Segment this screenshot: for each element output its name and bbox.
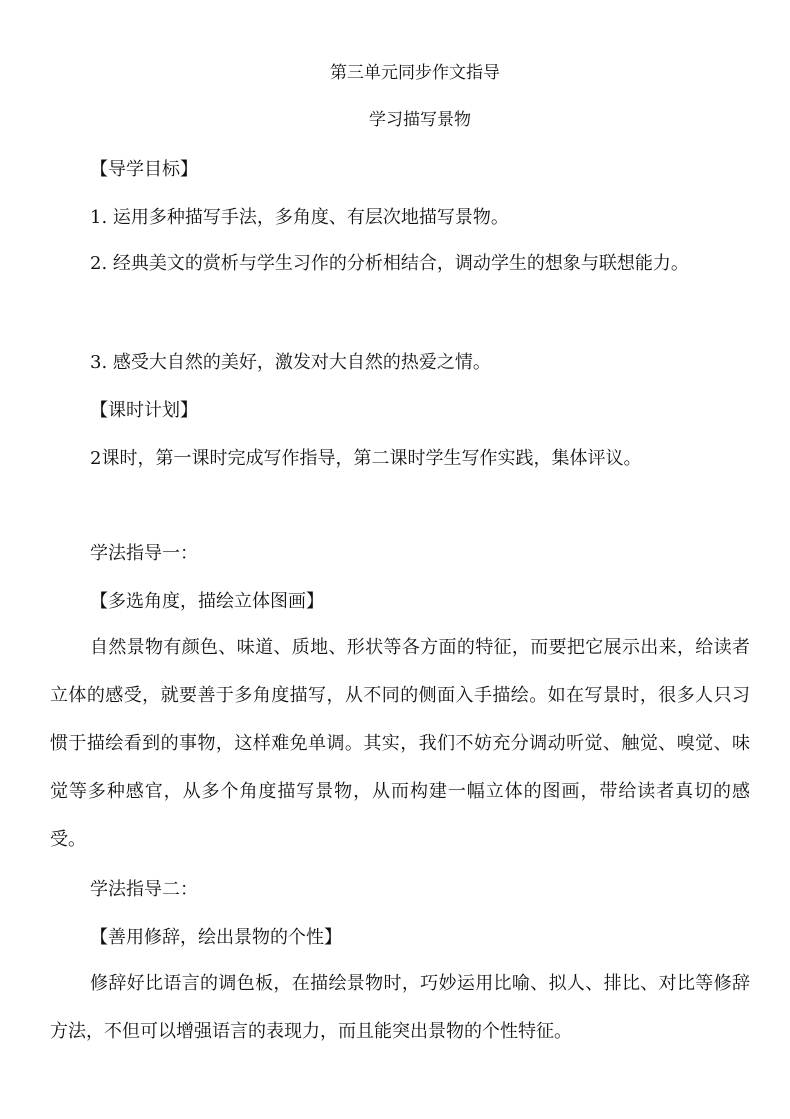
goal-3: 3. 感受大自然的美好，激发对大自然的热爱之情。 [90, 352, 491, 373]
goal-1: 1. 运用多种描写手法，多角度、有层次地描写景物。 [90, 207, 509, 228]
plan-text: 2课时，第一课时完成写作指导，第二课时学生写作实践，集体评议。 [90, 448, 642, 469]
guide-2-header: 【善用修辞，绘出景物的个性】 [90, 927, 342, 948]
guide-1-text: 自然景物有颜色、味道、质地、形状等各方面的特征，而要把它展示出来，给读者立体的感受，就要善于多角度描写，从不同的侧面入手描绘。如在写景时，很多人只习惯于描绘看到的事物，这样难免单调。其实，我们不妨充分调动听觉、触觉、嗅觉、味觉等多种感官，从多个角度描写景物，从而构建一幅立体的图画，带给读者真切的感受。 [50, 637, 750, 850]
plan-header: 【课时计划】 [90, 400, 198, 421]
guide-2-text: 修辞好比语言的调色板，在描绘景物时，巧妙运用比喻、拟人、排比、对比等修辞方法，不但可以增强语言的表现力，而且能突出景物的个性特征。 [50, 973, 750, 1042]
goals-header: 【导学目标】 [90, 159, 198, 180]
guide-2-label: 学法指导二： [90, 879, 198, 900]
goal-2: 2. 经典美文的赏析与学生习作的分析相结合，调动学生的想象与联想能力。 [90, 253, 689, 274]
guide-1-label: 学法指导一： [90, 543, 198, 564]
page-title: 第三单元同步作文指导 [330, 63, 500, 83]
page-subtitle: 学习描写景物 [369, 110, 471, 130]
guide-1-header: 【多选角度，描绘立体图画】 [90, 591, 324, 612]
